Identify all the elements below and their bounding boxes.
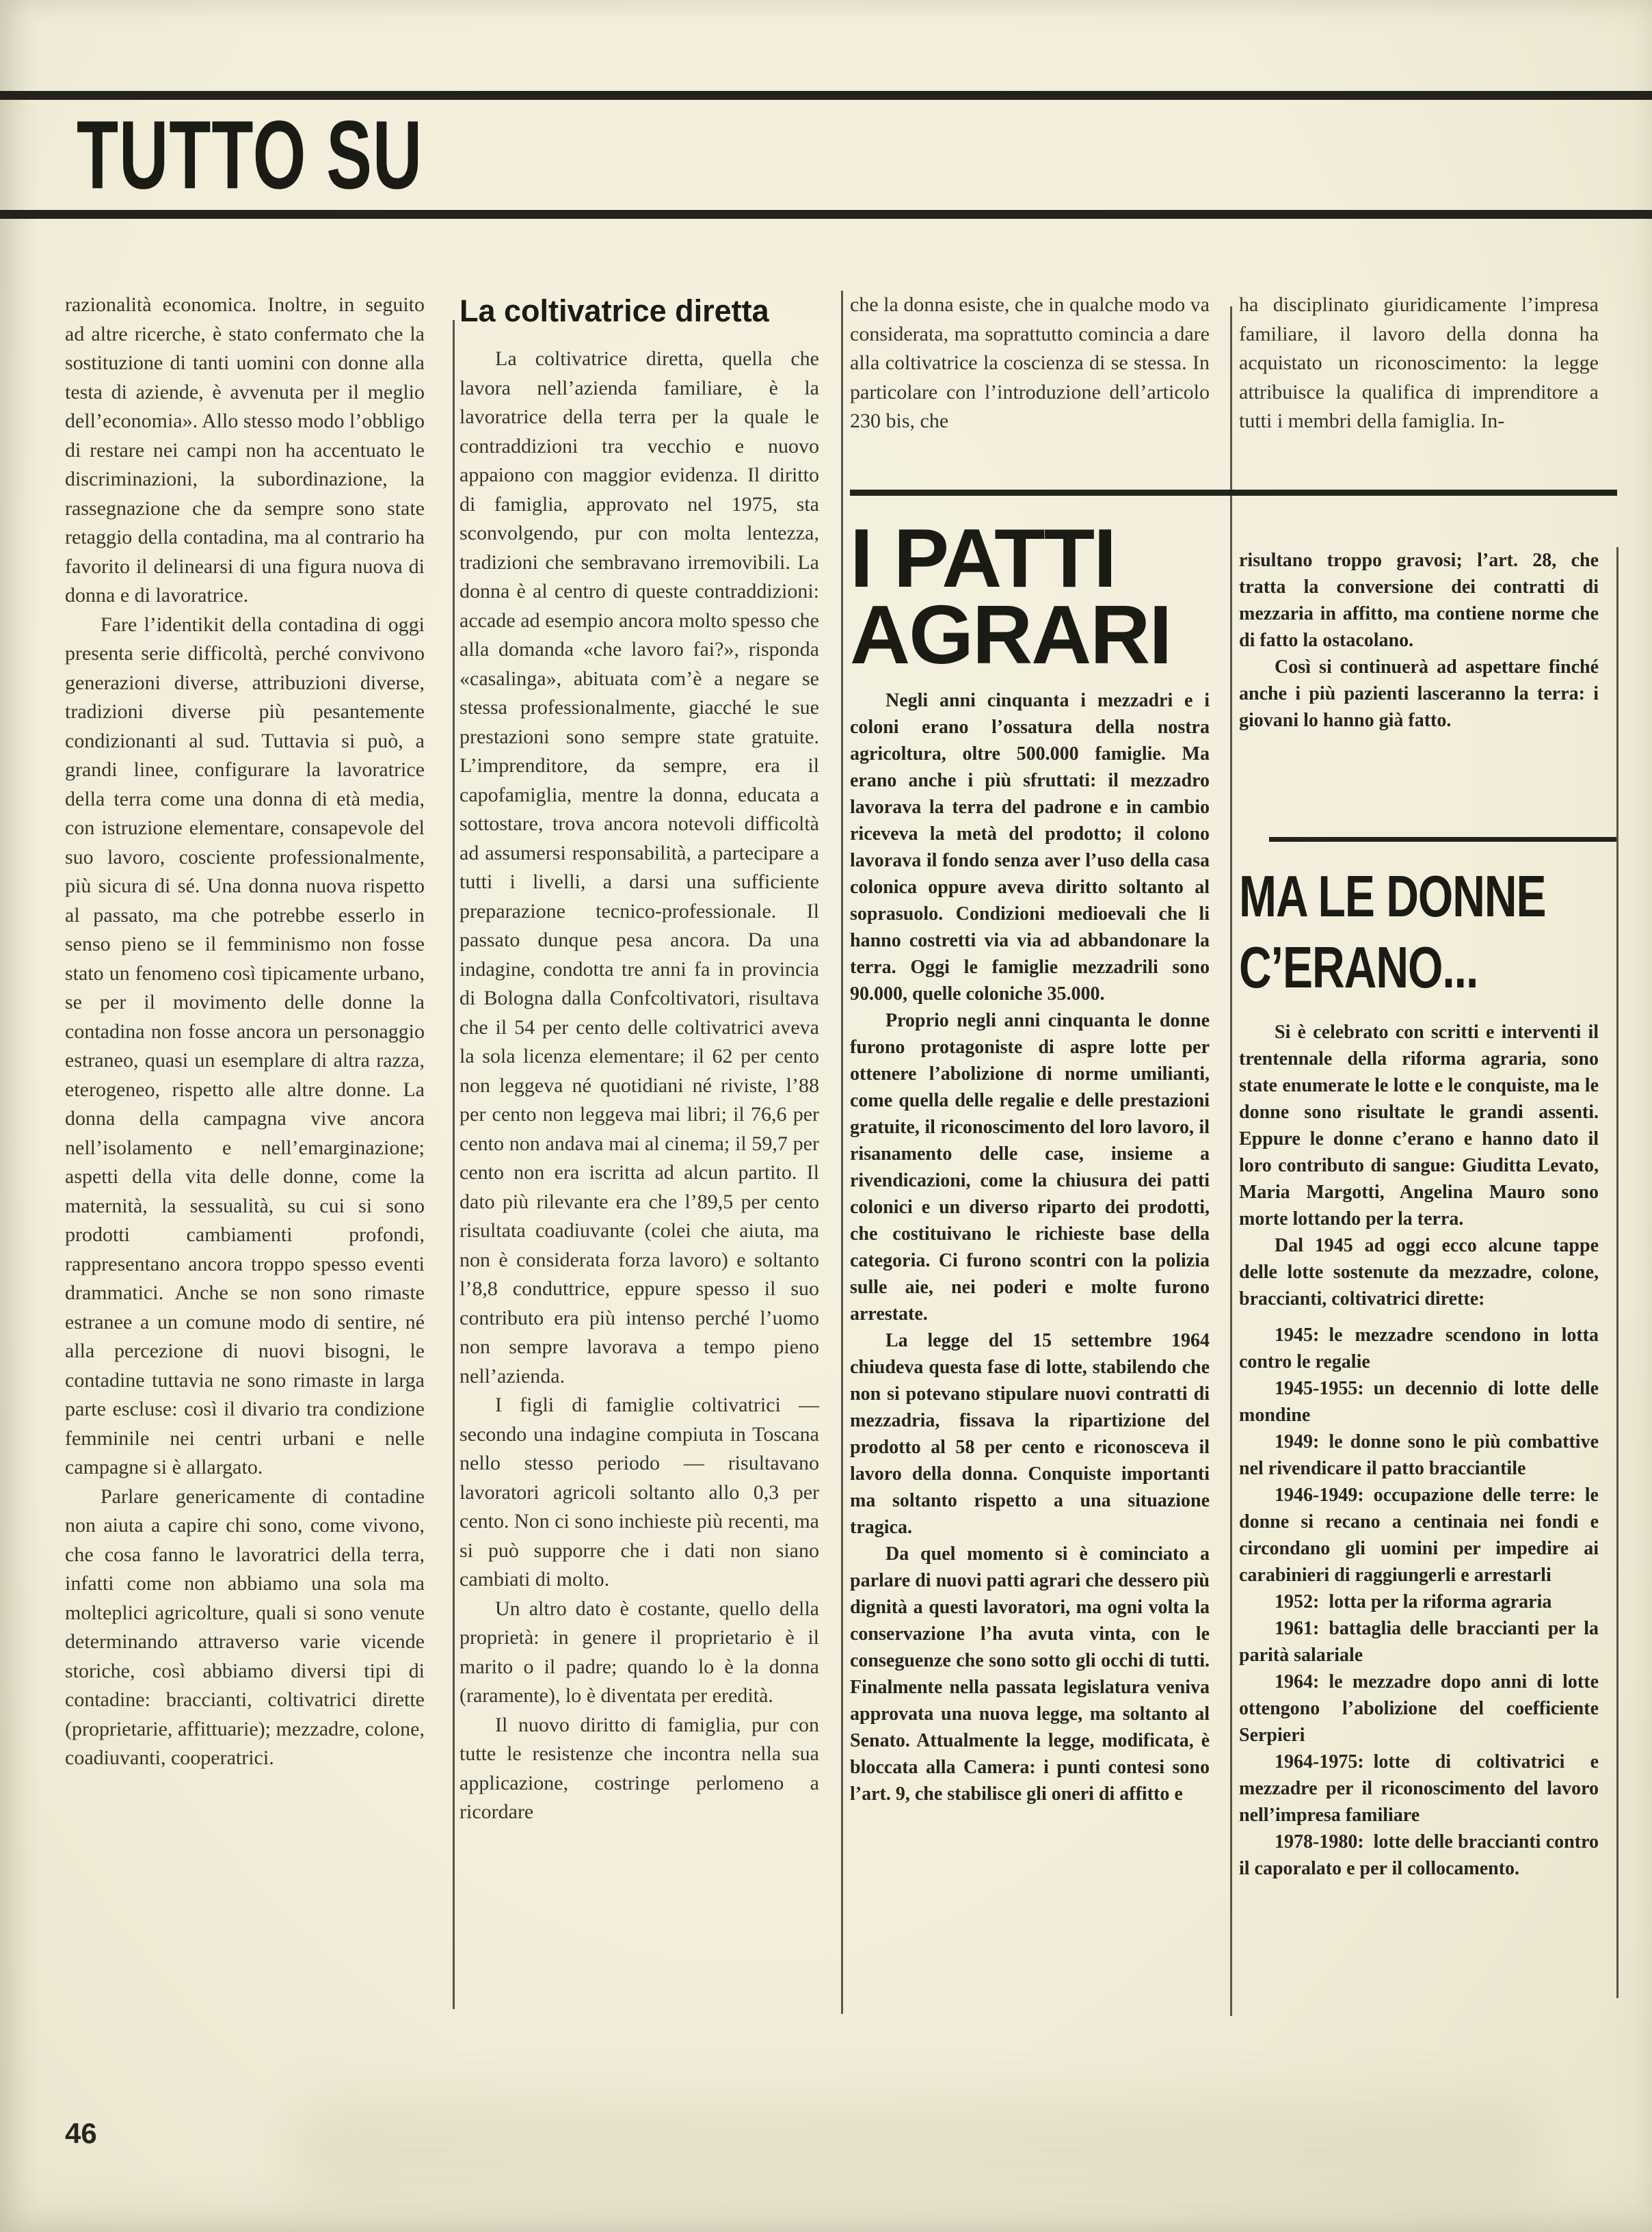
timeline-years: 1946-1949:	[1275, 1485, 1364, 1506]
timeline-entry: 1949: le donne sono le più combattive nel rivendicare il patto bracciantile	[1239, 1431, 1599, 1479]
paragraph: risultano troppo gravosi; l’art. 28, che tratta la conversione dei contratti di mezzaria in affitto, ma contiene norme che di fatto la ostacolano.	[1239, 550, 1599, 651]
timeline-entry: 1978-1980: lotte delle braccianti contro il caporalato e per il collocamento.	[1239, 1831, 1599, 1879]
paragraph: Il nuovo diritto di famiglia, pur con tutte le resistenze che incontra nella sua applicazione, costringe perlomeno a ricordare	[459, 1713, 819, 1823]
donne-top-rule	[1269, 837, 1616, 842]
paragraph: Così si continuerà ad aspettare finché anche i più pazienti lasceranno la terra: i giovani lo hanno già fatto.	[1239, 656, 1599, 731]
timeline-years: 1949:	[1275, 1431, 1320, 1452]
section-heading-coltivatrice-diretta: La coltivatrice diretta	[459, 293, 769, 328]
column-4-top-text	[1239, 291, 1599, 436]
paragraph: Negli anni cinquanta i mezzadri e i coloni erano l’ossatura della nostra agricoltura, oltre 500.000 famiglie. Ma erano anche i più sfruttati: il mezzadro lavorava la terra del padrone e in cambio riceveva la metà del prodotto; il colono lavorava il fondo senza aver l’uso della casa colonica oppure aveva diritto soltanto al soprasuolo. Condizioni medioevali che li hanno costretti via via ad abbandonare la terra. Oggi le famiglie mezzadrili sono 90.000, quelle coloniche 35.000.	[850, 690, 1210, 1005]
masthead-title: TUTTO SU	[77, 101, 423, 210]
column-divider-2	[841, 291, 843, 2014]
column-divider-right	[1616, 547, 1618, 1998]
patti-agrari-top-rule	[850, 490, 1617, 496]
timeline-years: 1952:	[1275, 1591, 1320, 1612]
column-3-top-text	[850, 291, 1210, 436]
section-heading-ma-le-donne: MA LE DONNE C’ERANO...	[1239, 862, 1546, 1000]
timeline-entry: 1952: lotta per la riforma agraria	[1275, 1591, 1552, 1612]
patti-agrari-column-3-text	[850, 687, 1210, 1807]
masthead-rule-bottom	[0, 210, 1652, 219]
paragraph: La legge del 15 settembre 1964 chiudeva questa fase di lotte, stabilendo che non si potevano stipulare nuovi contratti di mezzadria, fissava la ripartizione del prodotto al 58 per cento e riconosceva il lavoro della donna. Conquiste importanti ma soltanto rispetto a una situazione tragica.	[850, 1330, 1210, 1538]
paragraph: Un altro dato è costante, quello della proprietà: in genere il proprietario è il marito o il padre; quando lo è la donna (raramente), lo è diventata per eredità.	[459, 1597, 819, 1707]
page-number: 46	[65, 2117, 97, 2149]
timeline-entry: 1964-1975: lotte di coltivatrici e mezzadre per il riconoscimento del lavoro nell’impresa familiare	[1239, 1751, 1599, 1826]
section-heading-patti-agrari: I PATTI AGRARI	[850, 512, 1171, 681]
timeline-years: 1945-1955:	[1275, 1378, 1364, 1399]
timeline-entry: 1946-1949: occupazione delle terre: le donne si recano a centinaia nei fondi e circondano gli uomini per impedire ai carabinieri di raggiungerli e arrestarli	[1239, 1485, 1599, 1586]
paragraph: I figli di famiglie coltivatrici — secondo una indagine compiuta in Toscana nello stesso periodo — risultavano lavoratori agricoli soltanto allo 0,3 per cento. Non ci sono inchieste più recenti, ma si può supporre che i dati non siano cambiati di molto.	[459, 1394, 819, 1591]
bleed-through-ghost	[294, 2099, 1538, 2202]
paragraph: razionalità economica. Inoltre, in seguito ad altre ricerche, è stato confermato che la sostituzione di tanti uomini con donne alla testa di aziende, è avvenuta per il meglio dell’economia». Allo stesso modo l’obbligo di restare nei campi non ha accentuato le discriminazioni, la subordinazione, la rassegnazione che da sempre sono state retaggio della contadina, ma al contrario ha favorito il delinearsi di una figura nuova di donna e di lavoratrice.	[65, 293, 425, 607]
paragraph: Proprio negli anni cinquanta le donne furono protagoniste di aspre lotte per ottenere l’abolizione di norme umilianti, come quella delle regalie e delle prestazioni gratuite, il riconoscimento del loro lavoro, il risanamento delle case, insieme a rivendicazioni, come la chiusura dei patti colonici e un diverso riparto dei prodotti, che costituivano le richieste base della categoria. Ci furono scontri con la polizia sulle aie, nei poderi e molte furono arrestate.	[850, 1010, 1210, 1325]
timeline-years: 1961:	[1275, 1618, 1320, 1639]
paragraph: Fare l’identikit della contadina di oggi presenta serie difficoltà, perché convivono generazioni diverse, attribuzioni diverse, tradizioni diverse più pesantemente condizionanti al sud. Tuttavia si può, a grandi linee, configurare la lavoratrice della terra come una donna di età media, con istruzione elementare, consapevole del suo lavoro, cosciente professionalmente, più sicura di sé. Una donna nuova rispetto al passato, ma che potrebbe esserlo in senso pieno se il femminismo non fosse stato un fenomeno così tipicamente urbano, se per il movimento delle donne la contadina non fosse ancora un personaggio estraneo, quasi un esemplare di altra razza, eterogeneo, rispetto alle altre donne. La donna della campagna vive ancora nell’isolamento e nell’emarginazione; aspetti della vita delle donne, come la maternità, la sessualità, su cui si sono prodotti cambiamenti profondi, rappresentano ancora troppo spesso eventi drammatici. Anche se non sono rimaste estranee a un comune modo di sentire, né alla percezione di nuovi bisogni, le contadine tuttavia ne sono rimaste in larga parte escluse: così il divario tra condizione femminile nei centri urbani e nelle campagne si è allargato.	[65, 613, 425, 1478]
patti-agrari-column-4-text	[1239, 547, 1599, 734]
timeline-years: 1964-1975:	[1275, 1751, 1364, 1772]
timeline-entry: 1961: battaglia delle braccianti per la parità salariale	[1239, 1618, 1599, 1666]
column-1-text	[65, 291, 425, 1773]
column-2-text	[459, 345, 819, 1827]
timeline-entry: 1945: le mezzadre scendono in lotta contro le regalie	[1239, 1325, 1599, 1372]
paragraph: ha disciplinato giuridicamente l’impresa familiare, il lavoro della donna ha acquistato un riconoscimento: la legge attribuisce la qualifica di imprenditore a tutti i membri della famiglia. In-	[1239, 293, 1599, 432]
paragraph: Si è celebrato con scritti e interventi il trentennale della riforma agraria, sono state enumerate le lotte e le conquiste, ma le donne sono risultate le grandi assenti. Eppure le donne c’erano e hanno dato il loro contributo di sangue: Giuditta Levato, Maria Margotti, Angelina Mauro sono morte lottando per la terra.	[1239, 1022, 1599, 1230]
donne-column-text	[1239, 1019, 1599, 1882]
paragraph: Parlare genericamente di contadine non aiuta a capire chi sono, come vivono, che cosa fanno le lavoratrici della terra, infatti come non abbiamo una sola ma molteplici agricolture, quali si sono venute determinando attraverso varie vicende storiche, così abbiamo diversi tipi di contadine: braccianti, coltivatrici dirette (proprietarie, affittuarie); mezzadre, colone, coadiuvanti, cooperatrici.	[65, 1485, 425, 1769]
timeline-years: 1964:	[1275, 1671, 1320, 1692]
donne-paragraphs	[1239, 1019, 1599, 1312]
paragraph: Dal 1945 ad oggi ecco alcune tappe delle lotte sostenute da mezzadre, colone, braccianti, coltivatrici dirette:	[1239, 1235, 1599, 1310]
timeline-entry: 1945-1955: un decennio di lotte delle mondine	[1239, 1378, 1599, 1426]
column-2	[459, 294, 819, 1827]
paragraph: Da quel momento si è cominciato a parlare di nuovi patti agrari che dessero più dignità a questi lavoratori, ma ogni volta la conservazione l’ha avuta vinta, con le conseguenze che sono sotto gli occhi di tutti. Finalmente nella passata legislatura veniva approvata una nuova legge, ma soltanto al Senato. Attualmente la legge, modificata, è bloccata alla Camera: i punti contesi sono l’art. 9, che stabilisce gli oneri di affitto e	[850, 1543, 1210, 1805]
timeline-years: 1978-1980:	[1275, 1831, 1364, 1852]
timeline-entry: 1964: le mezzadre dopo anni di lotte ottengono l’abolizione del coefficiente Serpieri	[1239, 1671, 1599, 1746]
timeline-years: 1945:	[1275, 1325, 1320, 1346]
masthead-rule-top	[0, 91, 1652, 100]
column-divider-1	[453, 320, 455, 2009]
paragraph: che la donna esiste, che in qualche modo va considerata, ma soprattutto comincia a dare alla coltivatrice la coscienza di se stessa. In particolare con l’introduzione dell’articolo 230 bis, che	[850, 293, 1210, 432]
paragraph: La coltivatrice diretta, quella che lavora nell’azienda familiare, è la lavoratrice della terra per la quale le contraddizioni tra vecchio e nuovo appaiono con maggior evidenza. Il diritto di famiglia, approvato nel 1975, sta sconvolgendo, pur con molta lentezza, tradizioni che sembravano irremovibili. La donna è al centro di queste contraddizioni: accade ad esempio ancora molto spesso che alla domanda «che lavoro fai?», risponda «casalinga», abituata com’è a negare se stessa professionalmente, giacché le sue prestazioni sono sempre state gratuite. L’imprenditore, da sempre, era il capofamiglia, mentre la donna, educata a sottostare, trova ancora notevoli difficoltà ad assumersi responsabilità, a partecipare a tutti i livelli, a darsi una sufficiente preparazione tecnico-professionale. Il passato dunque pesa ancora. Da una indagine, condotta tre anni fa in provincia di Bologna dalla Confcoltivatori, risultava che il 54 per cento delle coltivatrici aveva la sola licenza elementare; il 62 per cento non leggeva né quotidiani né riviste, l’88 per cento non leggeva mai libri; il 76,6 per cento non andava mai al cinema; il 59,7 per cento non era iscritta ad alcun partito. Il dato più rilevante era che l’89,5 per cento risultata coadiuvante (colei che aiuta, ma non è considerata forza lavoro) e soltanto l’8,8 conduttrice, eppure spesso il suo contributo era più intenso perché l’uomo non sempre lavorava a tempo pieno nell’azienda.	[459, 347, 819, 1387]
donne-timeline	[1239, 1322, 1599, 1882]
